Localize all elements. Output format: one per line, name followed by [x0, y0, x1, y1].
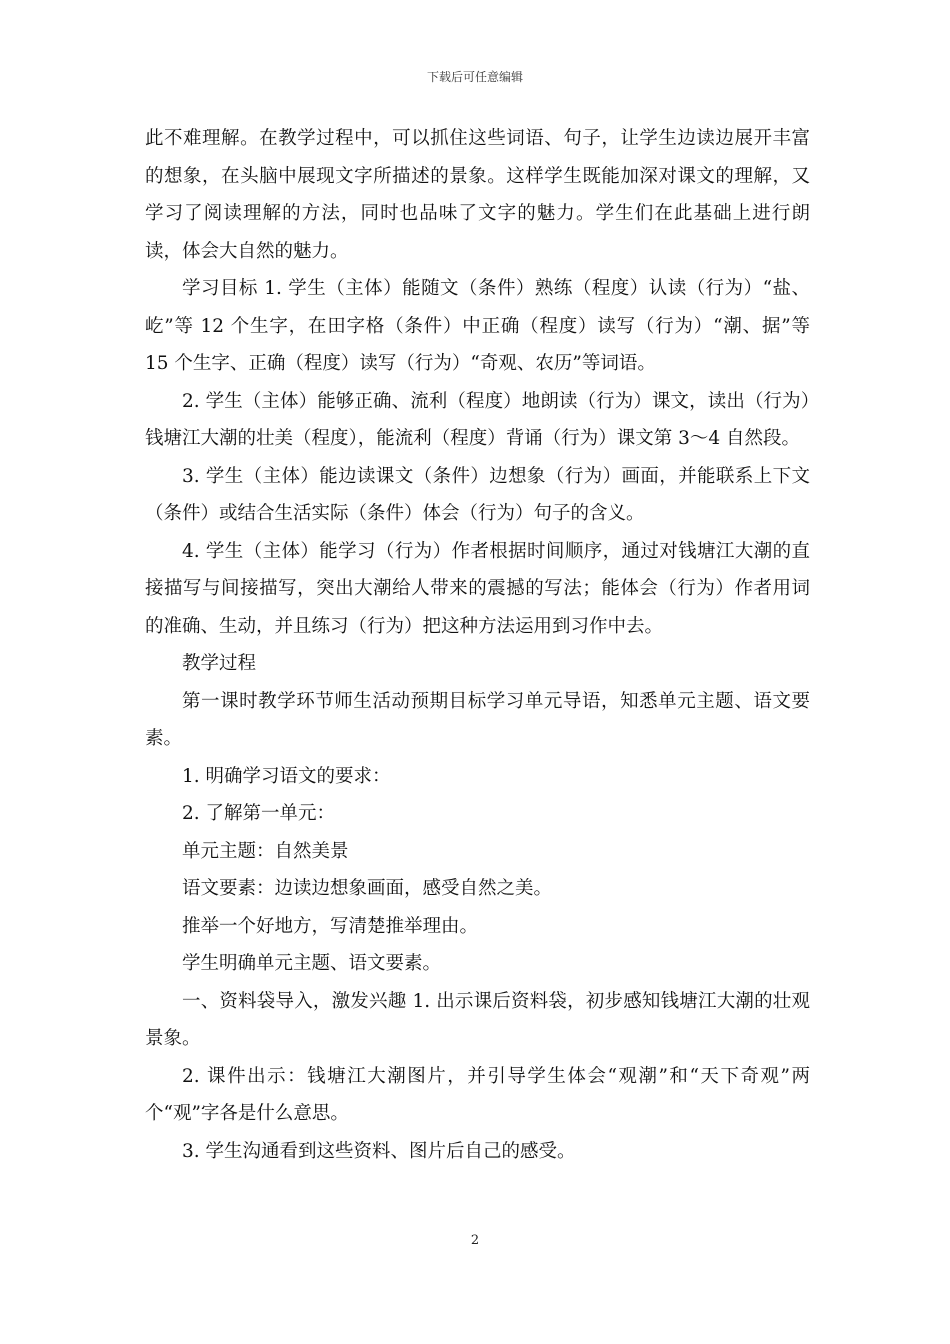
paragraph: 推举一个好地方，写清楚推举理由。 [182, 915, 479, 937]
paragraph: 4. 学生（主体）能学习（行为）作者根据时间顺序，通过对钱塘江大潮的直接描写与间接描写，突出大潮给人带来的震撼的写法；能体会（行为）作者用词的准确、生动，并且练习（行为）把这种方法运用到习作中去。 [145, 540, 810, 637]
page-number: 2 [470, 1233, 480, 1248]
page-header: 下载后可任意编辑 [426, 70, 523, 84]
document-body [145, 120, 810, 1170]
paragraph: 1. 明确学习语文的要求： [182, 765, 391, 787]
paragraph: 单元主题：自然美景 [182, 840, 349, 862]
paragraph: 2. 了解第一单元： [182, 803, 336, 824]
paragraph: 3. 学生（主体）能边读课文（条件）边想象（行为）画面，并能联系上下文（条件）或结合生活实际（条件）体会（行为）句子的含义。 [145, 465, 810, 524]
paragraph: 第一课时教学环节师生活动预期目标学习单元导语，知悉单元主题、语文要素。 [145, 690, 810, 749]
paragraph: 学习目标 1. 学生（主体）能随文（条件）熟练（程度）认读（行为）“盐、屹”等 12 个生字，在田字格（条件）中正确（程度）读写（行为）“潮、据”等 15 个生字、正确（程度）读写（行为）“奇观、农历”等词语。 [145, 278, 810, 374]
paragraph: 一、资料袋导入，激发兴趣 1. 出示课后资料袋，初步感知钱塘江大潮的壮观景象。 [145, 990, 810, 1049]
paragraph: 学生明确单元主题、语文要素。 [182, 953, 442, 974]
section-heading: 教学过程 [182, 653, 257, 674]
paragraph: 2. 学生（主体）能够正确、流利（程度）地朗读（行为）课文，读出（行为）钱塘江大潮的壮美（程度），能流利（程度）背诵（行为）课文第 3～4 自然段。 [145, 390, 810, 449]
paragraph: 3. 学生沟通看到这些资料、图片后自己的感受。 [182, 1140, 576, 1162]
paragraph: 语文要素：边读边想象画面，感受自然之美。 [182, 878, 553, 899]
paragraph: 2. 课件出示：钱塘江大潮图片，并引导学生体会“观潮”和“天下奇观”两个“观”字各是什么意思。 [145, 1065, 810, 1124]
paragraph: 此不难理解。在教学过程中，可以抓住这些词语、句子，让学生边读边展开丰富的想象，在头脑中展现文字所描述的景象。这样学生既能加深对课文的理解，又学习了阅读理解的方法，同时也品味了文字的魅力。学生们在此基础上进行朗读，体会大自然的魅力。 [145, 128, 810, 262]
